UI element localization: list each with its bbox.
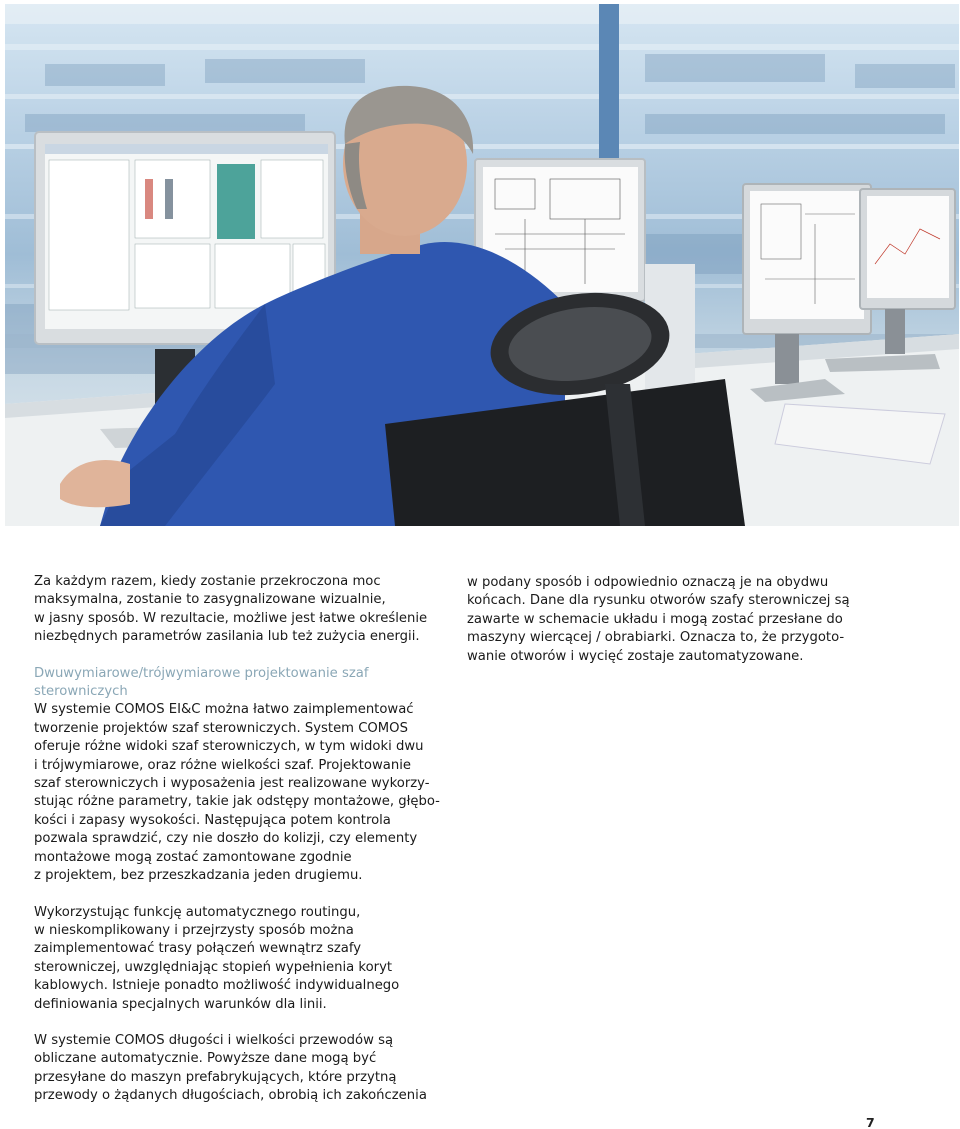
- text-line: kablowych. Istnieje ponadto możliwość indywidualnego: [34, 978, 400, 994]
- text-line: stując różne parametry, takie jak odstępy montażowe, głębo-: [34, 794, 440, 810]
- text-line: zaimplementować trasy połączeń wewnątrz szafy: [34, 941, 362, 957]
- text-line: kości i zapasy wysokości. Następująca potem kontrola: [34, 812, 391, 828]
- text-line: montażowe mogą zostać zamontowane zgodnie: [34, 849, 352, 865]
- text-line: w jasny sposób. W rezultacie, możliwe jest łatwe określenie: [34, 610, 428, 626]
- paragraph-auto-routing: [34, 904, 454, 1014]
- text-line: przewody o żądanych długościach, obrobią ich zakończenia: [34, 1088, 427, 1104]
- subheading-line: Dwuwymiarowe/trójwymiarowe projektowanie szaf: [34, 665, 369, 681]
- text-line: niezbędnych parametrów zasilania lub też zużycia energii.: [34, 629, 420, 645]
- right-text-column: [467, 574, 897, 666]
- text-line: w nieskomplikowany i przejrzysty sposób można: [34, 922, 354, 938]
- text-line: szaf sterowniczych i wyposażenia jest realizowane wykorzy-: [34, 776, 430, 792]
- text-line: i trójwymiarowe, oraz różne wielkości szaf. Projektowanie: [34, 757, 411, 773]
- text-line: maksymalna, zostanie to zasygnalizowane wizualnie,: [34, 592, 386, 608]
- paragraph-drilling-data: [467, 574, 897, 666]
- text-line: pozwala sprawdzić, czy nie doszło do kolizji, czy elementy: [34, 831, 418, 847]
- text-line: W systemie COMOS EI&C można łatwo zaimplementować: [34, 702, 414, 718]
- text-line: końcach. Dane dla rysunku otworów szafy sterowniczej są: [467, 593, 850, 609]
- text-line: W systemie COMOS długości i wielkości przewodów są: [34, 1032, 394, 1048]
- text-line: definiowania specjalnych warunków dla linii.: [34, 996, 327, 1012]
- text-line: w podany sposób i odpowiednio oznaczą je na obydwu: [467, 575, 829, 590]
- header-photo: [5, 4, 959, 526]
- text-line: zawarte w schemacie układu i mogą zostać przesłane do: [467, 611, 843, 627]
- text-line: wanie otworów i wycięć zostaje zautomatyzowane.: [467, 648, 804, 664]
- text-line: z projektem, bez przeszkadzania jeden drugiemu.: [34, 868, 363, 884]
- paragraph-cabinet-design: [34, 701, 454, 885]
- text-line: przesyłane do maszyn prefabrykujących, które przytną: [34, 1069, 397, 1085]
- text-line: obliczane automatycznie. Powyższe dane mogą być: [34, 1051, 377, 1067]
- text-line: sterowniczej, uwzględniając stopień wypełnienia koryt: [34, 959, 393, 975]
- section-subheading: [34, 665, 454, 702]
- text-line: oferuje różne widoki szaf sterowniczych, w tym widoki dwu: [34, 739, 424, 755]
- text-line: Za każdym razem, kiedy zostanie przekroczona moc: [34, 574, 381, 589]
- page-number: 7: [866, 1115, 875, 1129]
- subheading-line: sterowniczych: [34, 684, 128, 700]
- left-text-column: [34, 573, 454, 1106]
- text-line: maszyny wiercącej / obrabiarki. Oznacza to, że przygoto-: [467, 630, 845, 646]
- paragraph-power-limit: [34, 573, 454, 647]
- text-line: tworzenie projektów szaf sterowniczych. System COMOS: [34, 720, 408, 736]
- paragraph-wire-lengths: [34, 1032, 454, 1106]
- text-line: Wykorzystując funkcję automatycznego routingu,: [34, 904, 361, 920]
- operator-at-workstation-photo: [5, 4, 959, 526]
